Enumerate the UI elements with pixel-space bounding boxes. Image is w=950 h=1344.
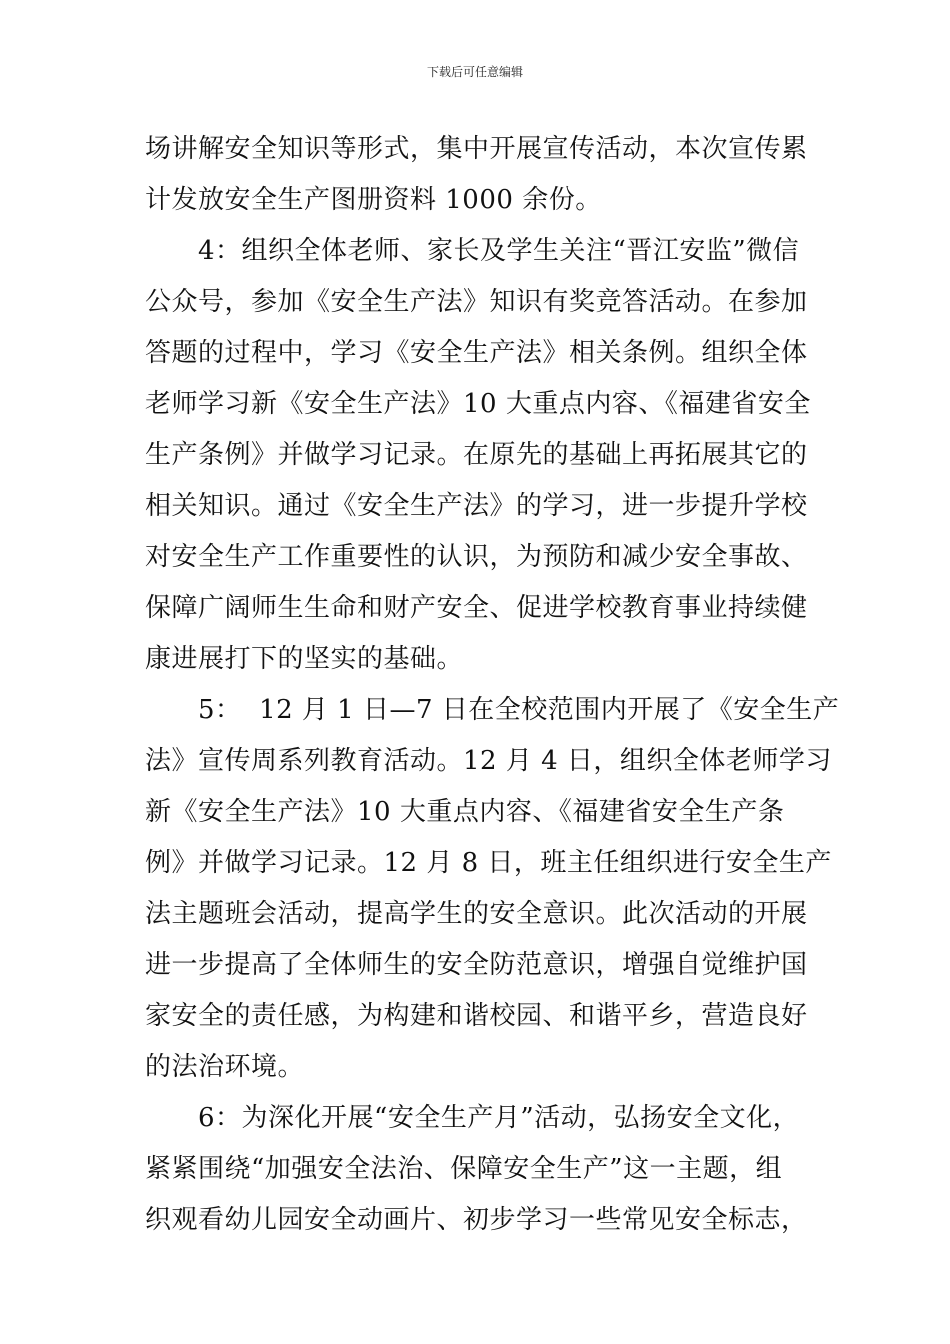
text-line: 5： 12 月 1 日—7 日在全校范围内开展了《安全生产 bbox=[145, 695, 840, 725]
text-line: 紧紧围绕“加强安全法治、保障安全生产”这一主题，组 bbox=[145, 1154, 783, 1184]
text-line: 老师学习新《安全生产法》10 大重点内容、《福建省安全 bbox=[145, 389, 811, 419]
text-line: 进一步提高了全体师生的安全防范意识，增强自觉维护国 bbox=[145, 950, 808, 980]
text-line: 公众号，参加《安全生产法》知识有奖竞答活动。在参加 bbox=[145, 287, 808, 317]
text-line: 的法治环境。 bbox=[145, 1052, 305, 1082]
text-line: 答题的过程中，学习《安全生产法》相关条例。组织全体 bbox=[145, 338, 808, 368]
text-line: 织观看幼儿园安全动画片、初步学习一些常见安全标志， bbox=[145, 1205, 808, 1235]
text-line: 场讲解安全知识等形式，集中开展宣传活动，本次宣传累 bbox=[145, 134, 808, 164]
text-line: 生产条例》并做学习记录。在原先的基础上再拓展其它的 bbox=[145, 440, 808, 470]
text-line: 家安全的责任感，为构建和谐校园、和谐平乡，营造良好 bbox=[145, 1001, 808, 1031]
page-header: 下载后可任意编辑 bbox=[426, 65, 523, 79]
text-line: 法主题班会活动，提高学生的安全意识。此次活动的开展 bbox=[145, 899, 808, 929]
text-line: 例》并做学习记录。12 月 8 日，班主任组织进行安全生产 bbox=[145, 848, 832, 878]
text-line: 4：组织全体老师、家长及学生关注“晋江安监”微信 bbox=[145, 236, 800, 266]
text-line: 对安全生产工作重要性的认识，为预防和减少安全事故、 bbox=[145, 542, 808, 572]
text-line: 新《安全生产法》10 大重点内容、《福建省安全生产条 bbox=[145, 797, 785, 827]
text-line: 保障广阔师生生命和财产安全、促进学校教育事业持续健 bbox=[145, 593, 808, 623]
text-line: 相关知识。通过《安全生产法》的学习，进一步提升学校 bbox=[145, 491, 808, 521]
text-line: 6：为深化开展“安全生产月”活动，弘扬安全文化， bbox=[145, 1103, 800, 1133]
text-line: 计发放安全生产图册资料 1000 余份。 bbox=[145, 185, 602, 215]
text-line: 法》宣传周系列教育活动。12 月 4 日，组织全体老师学习 bbox=[145, 746, 832, 776]
text-line: 康进展打下的坚实的基础。 bbox=[145, 644, 464, 674]
document-body bbox=[145, 124, 840, 1246]
